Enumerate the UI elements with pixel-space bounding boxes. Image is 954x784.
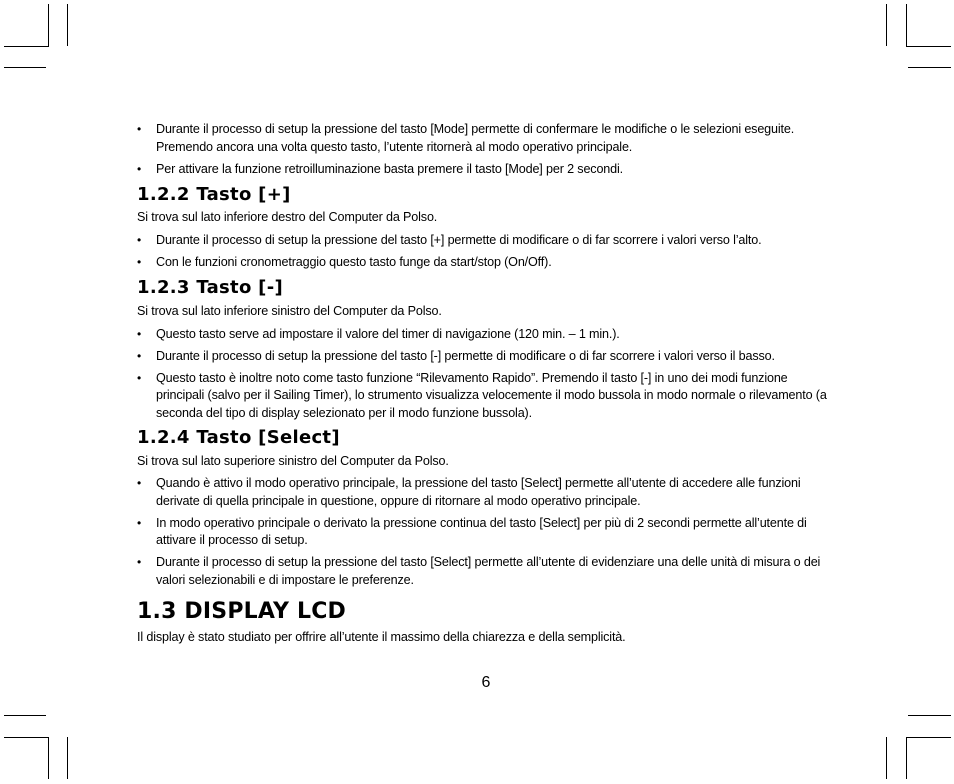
list-item: • Per attivare la funzione retroilluminazione basta premere il tasto [Mode] per 2 secondi. xyxy=(137,161,833,179)
crop-mark xyxy=(67,737,68,779)
crop-mark xyxy=(886,737,887,779)
section-text: Il display è stato studiato per offrire all’utente il massimo della chiarezza e della semplicità. xyxy=(137,630,626,644)
crop-mark xyxy=(906,737,907,779)
list-item: • Durante il processo di setup la pressione del tasto [Select] permette all’utente di evidenziare una delle unità di misura o dei valori selezionabili e di impostare le preferenze. xyxy=(137,554,833,589)
bullet-list xyxy=(137,232,833,272)
page-content xyxy=(137,121,833,652)
crop-mark xyxy=(4,46,49,47)
crop-mark xyxy=(906,737,951,738)
section-intro: Si trova sul lato inferiore destro del Computer da Polso. xyxy=(137,210,438,224)
list-item: • Durante il processo di setup la pressione del tasto [Mode] permette di confermare le modifiche o le selezioni eseguite. Premendo ancora una volta questo tasto, l’utente ritornerà al modo operativo principale. xyxy=(137,121,833,156)
list-item: • Con le funzioni cronometraggio questo tasto funge da start/stop (On/Off). xyxy=(137,254,833,272)
crop-mark xyxy=(906,46,951,47)
crop-mark xyxy=(67,4,68,46)
list-item: • Questo tasto serve ad impostare il valore del timer di navigazione (120 min. – 1 min.). xyxy=(137,326,833,344)
crop-mark xyxy=(4,67,46,68)
crop-mark xyxy=(4,737,49,738)
bullet-list xyxy=(137,326,833,423)
list-item: • Questo tasto è inoltre noto come tasto funzione “Rilevamento Rapido”. Premendo il tasto [-] in uno dei modi funzione principali (salvo per il Sailing Timer), lo strumento visualizza velocemente il modo bussola in modo normale o rilevamento (a seconda del tipo di display selezionato per il modo funzione bussola). xyxy=(137,370,833,423)
crop-mark xyxy=(48,4,49,46)
section-heading: 1.3 DISPLAY LCD xyxy=(137,599,347,624)
list-item: • Quando è attivo il modo operativo principale, la pressione del tasto [Select] permette all’utente di accedere alle funzioni derivate di quella principale in questione, oppure di ritornare al modo operativo principale. xyxy=(137,475,833,510)
section-heading: 1.2.4 Tasto [Select] xyxy=(137,426,340,448)
section-intro: Si trova sul lato superiore sinistro del Computer da Polso. xyxy=(137,453,449,468)
crop-mark xyxy=(886,4,887,46)
crop-mark xyxy=(906,4,907,46)
list-item: • Durante il processo di setup la pressione del tasto [+] permette di modificare o di far scorrere i valori verso l’alto. xyxy=(137,232,833,250)
bullet-list xyxy=(137,475,833,589)
page-number: 6 xyxy=(481,674,491,691)
bullet-list xyxy=(137,121,833,178)
section-heading: 1.2.2 Tasto [+] xyxy=(137,184,291,205)
crop-mark xyxy=(48,737,49,779)
section-intro: Si trova sul lato inferiore sinistro del Computer da Polso. xyxy=(137,304,442,318)
section-heading: 1.2.3 Tasto [-] xyxy=(137,277,283,298)
crop-mark xyxy=(908,67,951,68)
crop-mark xyxy=(4,715,46,716)
crop-mark xyxy=(908,715,951,716)
list-item: • Durante il processo di setup la pressione del tasto [-] permette di modificare o di far scorrere i valori verso il basso. xyxy=(137,348,833,366)
list-item: • In modo operativo principale o derivato la pressione continua del tasto [Select] per più di 2 secondi permette all’utente di attivare il processo di setup. xyxy=(137,515,833,550)
